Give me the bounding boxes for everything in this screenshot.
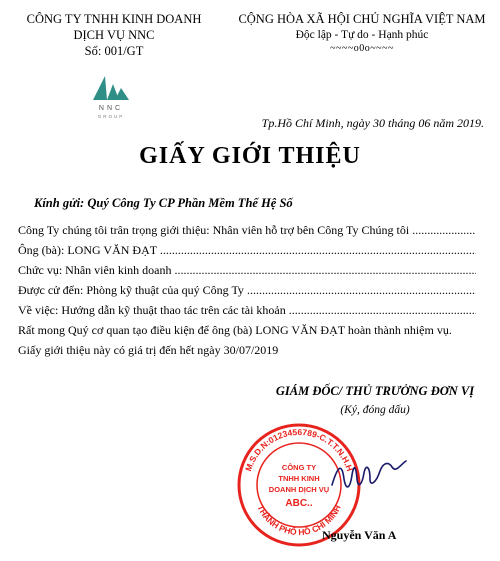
nnc-logo-icon [85, 70, 145, 120]
recipient-line: Kính gửi: Quý Công Ty CP Phần Mềm Thế Hệ Số [34, 196, 293, 210]
intro-line [18, 222, 476, 238]
nation-title: CỘNG HÒA XÃ HỘI CHỦ NGHĨA VIỆT NAM [238, 12, 486, 26]
company-logo [85, 70, 145, 120]
position-text: Chức vụ: Nhân viên kinh doanh [18, 263, 172, 277]
signature-icon [330, 445, 410, 505]
purpose-text: Về việc: Hướng dẫn kỹ thuật thao tác trên các tài khoản [18, 303, 286, 317]
sent-to-text: Được cử đến: Phòng kỹ thuật của quý Công Ty [18, 283, 244, 297]
national-header [222, 11, 500, 55]
logo-subtext: GROUP [97, 114, 125, 119]
signer-name: Nguyễn Văn A [322, 528, 397, 542]
company-name-line1: CÔNG TY TNHH KINH DOANH [26, 12, 202, 26]
signature-subtitle: (Ký, đóng dấu) [340, 404, 410, 416]
name-line [18, 242, 476, 258]
national-motto: Độc lập - Tự do - Hạnh phúc [295, 29, 429, 41]
handwritten-signature [330, 445, 410, 505]
document-title: GIẤY GIỚI THIỆU [139, 143, 361, 169]
stamp-center-line1: CÔNG TY [281, 463, 317, 472]
company-name-line2: DỊCH VỤ NNC [73, 28, 155, 42]
stamp-ring-text: M.S.D.N:0123456789-C.T.T.N.H.H [243, 426, 355, 473]
signature-title: GIÁM ĐỐC/ THỦ TRƯỞNG ĐƠN VỊ [275, 384, 475, 398]
validity-line: Giấy giới thiệu này có giá trị đến hết ngày 30/07/2019 [18, 343, 279, 357]
logo-text: NNC [98, 105, 124, 112]
position-line [18, 262, 476, 278]
stamp-center-line2: TNHH KINH [278, 474, 320, 483]
place-date: Tp.Hồ Chí Minh, ngày 30 tháng 06 năm 2019. [261, 116, 484, 130]
purpose-line [18, 302, 476, 318]
document-number: Số: 001/GT [84, 44, 144, 58]
stamp-ring-bottom: THÀNH PHỐ HỒ CHÍ MINH [255, 503, 343, 538]
motto-decoration: ~~~~o0o~~~~ [330, 43, 394, 54]
stamp-center-line4: ABC.. [285, 498, 313, 509]
stamp-center-line3: DOANH DỊCH VỤ [268, 485, 330, 494]
request-line: Rất mong Quý cơ quan tạo điều kiện để ông (bà) LONG VĂN ĐẠT hoàn thành nhiệm vụ. [18, 323, 452, 337]
intro-text: Công Ty chúng tôi trân trọng giới thiệu: Nhân viên hỗ trợ bên Công Ty Chúng tôi [18, 223, 410, 237]
sent-to-line [18, 282, 476, 298]
company-header [14, 11, 214, 59]
name-text: Ông (bà): LONG VĂN ĐẠT [18, 243, 157, 257]
